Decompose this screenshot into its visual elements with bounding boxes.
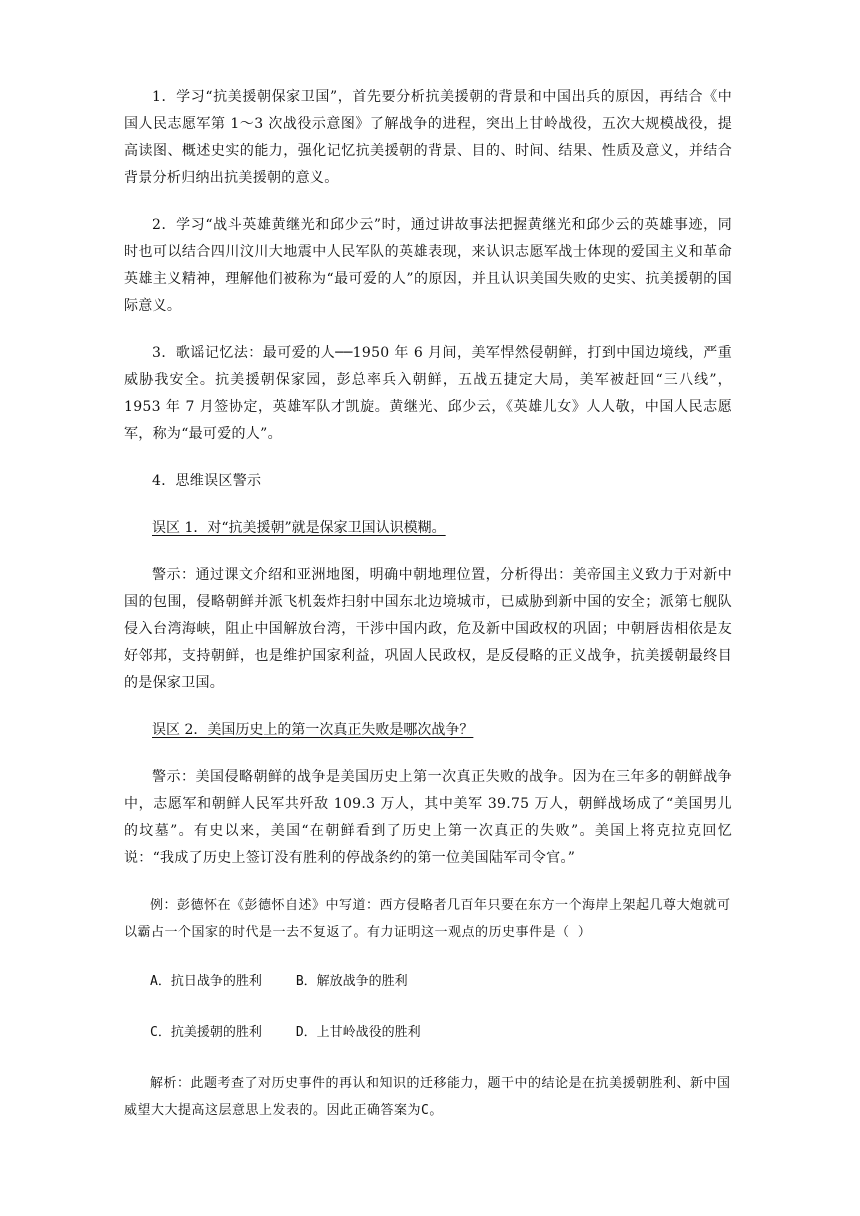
option-c: C．抗美援朝的胜利 <box>150 1025 262 1040</box>
options-row-2 <box>124 1019 732 1046</box>
paragraph-3: 3．歌谣记忆法：最可爱的人──1950 年 6 月间，美军悍然侵朝鲜，打到中国边境线，严重威胁我安全。抗美援朝保家园，彭总率兵入朝鲜，五战五捷定大局，美军被赶回“三八线”，1953 年 7 月签协定，英雄军队才凯旋。黄继光、邱少云，《英雄儿女》人人敬，中国人民志愿军，称为“最可爱的人”。 <box>124 345 732 442</box>
option-a: A．抗日战争的胜利 <box>150 974 262 989</box>
example-question: 例：彭德怀在《彭德怀自述》中写道：西方侵略者几百年只要在东方一个海岸上架起几尊大炮就可以霸占一个国家的时代是一去不复返了。有力证明这一观点的历史事件是（ ） <box>124 898 731 940</box>
misconception-2-title-text: 误区 2．美国历史上的第一次真正失败是哪次战争？ <box>152 722 474 738</box>
paragraph-2: 2．学习“战斗英雄黄继光和邱少云”时，通过讲故事法把握黄继光和邱少云的英雄事迹，同时也可以结合四川汶川大地震中人民军队的英雄表现，来认识志愿军战士体现的爱国主义和革命英雄主义精神，理解他们被称为“最可爱的人”的原因，并且认识美国失败的史实、抗美援朝的国际意义。 <box>124 217 732 314</box>
option-b: B．解放战争的胜利 <box>295 974 408 989</box>
paragraph-1: 1．学习“抗美援朝保家卫国”，首先要分析抗美援朝的背景和中国出兵的原因，再结合《中国人民志愿军第 1～3 次战役示意图》了解战争的进程，突出上甘岭战役，五次大规模战役，提高读图、概述史实的能力，强化记忆抗美援朝的背景、目的、时间、结果、性质及意义，并结合背景分析归纳出抗美援朝的意义。 <box>124 89 732 186</box>
misconception-1-title-text: 误区 1．对“抗美援朝”就是保家卫国认识模糊。 <box>152 520 446 536</box>
misconception-1-title <box>124 515 732 542</box>
options-row-1 <box>124 968 732 995</box>
misconception-1-warning: 警示：通过课文介绍和亚洲地图，明确中朝地理位置，分析得出：美帝国主义致力于对新中国的包围，侵略朝鲜并派飞机轰炸扫射中国东北边境城市，已威胁到新中国的安全；派第七舰队侵入台湾海峡，阻止中国解放台湾，干涉中国内政，危及新中国政权的巩固；中朝唇齿相依是友好邻邦，支持朝鲜，也是维护国家利益，巩固人民政权，是反侵略的正义战争，抗美援朝最终目的是保家卫国。 <box>124 567 732 691</box>
misconception-2-warning: 警示：美国侵略朝鲜的战争是美国历史上第一次真正失败的战争。因为在三年多的朝鲜战争中，志愿军和朝鲜人民军共歼敌 109.3 万人，其中美军 39.75 万人，朝鲜战场成了“美国男儿的坟墓”。有史以来，美国“在朝鲜看到了历史上第一次真正的失败”。美国上将克拉克回忆说：“我成了历史上签订没有胜利的停战条约的第一位美国陆军司令官。” <box>124 769 732 866</box>
option-d: D．上甘岭战役的胜利 <box>295 1025 421 1040</box>
document-content <box>124 84 732 1146</box>
misconception-2-title <box>124 717 732 744</box>
analysis: 解析：此题考查了对历史事件的再认和知识的迁移能力，题干中的结论是在抗美援朝胜利、新中国威望大大提高这层意思上发表的。因此正确答案为C。 <box>124 1076 731 1118</box>
paragraph-4-heading: 4．思维误区警示 <box>152 473 262 489</box>
